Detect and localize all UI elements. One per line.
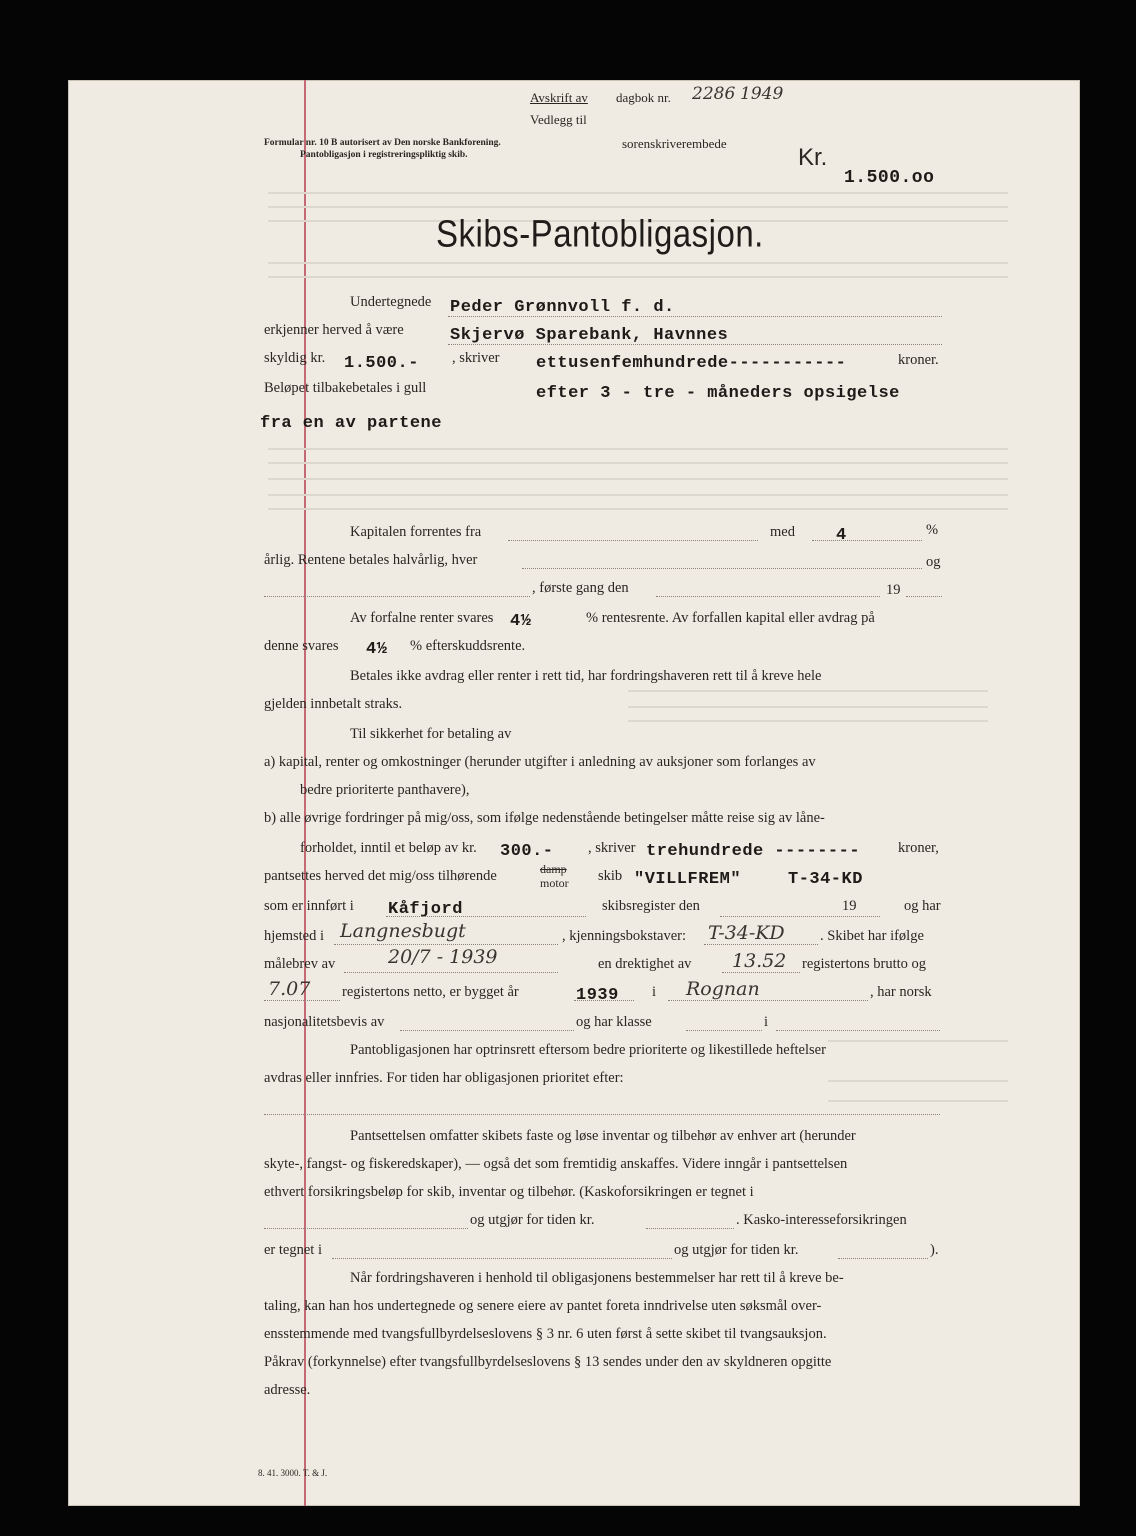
hjemsted-label: hjemsted i: [264, 928, 325, 944]
og-har-label: og har: [904, 898, 941, 914]
kroner-label: kroner.: [898, 352, 939, 368]
vedlegg-label: Vedlegg til: [530, 112, 587, 127]
brutto-label: registertons brutto og: [802, 956, 927, 972]
rentesrente-label: % rentesrente. Av forfallen kapital eller avdrag på: [586, 610, 875, 626]
kroner-label-2: kroner,: [898, 840, 939, 856]
netto-label: registertons netto, er bygget år: [342, 984, 519, 1000]
percent-sign: %: [926, 522, 939, 538]
inventar-line-4a: og utgjør for tiden kr.: [470, 1212, 595, 1228]
inventar-line-5a: er tegnet i: [264, 1242, 322, 1258]
nar-line-2: taling, kan han hos undertegnede og senere eiere av pantet foreta inndrivelse uten søksmål over-: [264, 1298, 822, 1314]
creditor-name: Skjervø Sparebank, Havnnes: [450, 326, 729, 345]
kapitalen-label: Kapitalen forrentes fra: [350, 524, 482, 540]
formular-line-2: Pantobligasjon i registreringspliktig skib.: [300, 150, 468, 160]
ship-name: "VILLFREM": [634, 870, 742, 889]
innfort-label: som er innført i: [264, 898, 354, 914]
inventar-line-5b: og utgjør for tiden kr.: [674, 1242, 799, 1258]
debt-amount: 1.500.-: [344, 354, 419, 373]
built-place: Rognan: [686, 978, 760, 1000]
skriver-label-2: , skriver: [588, 840, 636, 856]
tilbake-label: Beløpet tilbakebetales i gull: [264, 380, 427, 396]
built-year: 1939: [576, 986, 619, 1005]
inventar-line-2: skyte-, fangst- og fiskeredskaper), — også det som fremtidig anskaffes. Videre inngår i pantsettelsen: [264, 1156, 848, 1172]
kr-label: Kr.: [798, 144, 828, 171]
print-code: 8. 41. 3000. T. & J.: [258, 1468, 328, 1478]
sikkerhet-label: Til sikkerhet for betaling av: [350, 726, 512, 742]
erkjenner-label: erkjenner herved å være: [264, 322, 404, 338]
kjenning-label: , kjenningsbokstaver:: [562, 928, 687, 944]
pantsettes-label: pantsettes herved det mig/oss tilhørende: [264, 868, 497, 884]
nar-line-4: Påkrav (forkynnelse) efter tvangsfullbyrdelseslovens § 13 sendes under den av skyldneren opgitte: [264, 1354, 832, 1370]
med-label: med: [770, 524, 795, 540]
nar-line-3: ensstemmende med tvangsfullbyrdelseslovens § 3 nr. 6 uten først å sette skibet til tvangsauksjon.: [264, 1326, 827, 1342]
motor-label: motor: [540, 876, 569, 890]
clause-a-line-1: a) kapital, renter og omkostninger (herunder utgifter i anledning av auksjoner som forlanges av: [264, 754, 816, 770]
og-label: og: [926, 554, 941, 570]
dagbok-label: dagbok nr.: [616, 90, 671, 105]
efterskudd-label: % efterskuddsrente.: [410, 638, 526, 654]
kjenning-value: T-34-KD: [708, 922, 785, 944]
malebrev-date: 20/7 - 1939: [388, 946, 498, 968]
avskrift-label: Avskrift av: [530, 90, 588, 105]
register-place: Kåfjord: [388, 900, 463, 919]
inventar-line-4b: . Kasko-interesseforsikringen: [736, 1212, 907, 1228]
amount-in-words: ettusenfemhundrede-----------: [536, 354, 847, 373]
drektighet-label: en drektighet av: [598, 956, 692, 972]
formular-line-1: Formular nr. 10 B autorisert av Den norske Bankforening.: [264, 138, 501, 148]
brutto-value: 13.52: [732, 950, 787, 972]
forfalne-label: Av forfalne renter svares: [350, 610, 494, 626]
clause-a-line-2: bedre prioriterte panthavere),: [300, 782, 470, 798]
efterskudd-rate: 4½: [366, 640, 388, 659]
skibsregister-label: skibsregister den: [602, 898, 700, 914]
repayment-terms: efter 3 - tre - måneders opsigelse: [536, 384, 900, 403]
pant-line-2: avdras eller innfries. For tiden har obligasjonen prioritet efter:: [264, 1070, 624, 1086]
security-amount-words: trehundrede --------: [646, 842, 861, 861]
office-label: sorenskriverembede: [622, 136, 727, 151]
skriver-label: , skriver: [452, 350, 500, 366]
page-title: Skibs-Pantobligasjon.: [436, 212, 764, 255]
clause-b-line-2: forholdet, inntil et beløp av kr.: [300, 840, 477, 856]
ship-registration: T-34-KD: [788, 870, 863, 889]
security-amount: 300.-: [500, 842, 554, 861]
clause-b-line-1: b) alle øvrige fordringer på mig/oss, som ifølge nedenstående betingelser måtte reise sig av låne-: [264, 810, 825, 826]
header-amount: 1.500.oo: [844, 168, 935, 188]
inventar-line-5c: ).: [930, 1242, 939, 1258]
klasse-i-label: i: [764, 1014, 769, 1030]
hjemsted-value: Langnesbugt: [340, 920, 466, 942]
klasse-label: og har klasse: [576, 1014, 652, 1030]
betales-line-2: gjelden innbetalt straks.: [264, 696, 403, 712]
year-prefix-1: 19: [886, 582, 901, 598]
betales-line-1: Betales ikke avdrag eller renter i rett tid, har fordringshaveren rett til å kreve hele: [350, 668, 822, 684]
nar-line-1: Når fordringshaveren i henhold til obligasjonens bestemmelser har rett til å kreve be-: [350, 1270, 844, 1286]
inventar-line-3: ethvert forsikringsbeløp for skib, inventar og tilbehør. (Kaskoforsikringen er tegnet i: [264, 1184, 754, 1200]
nasjonalitet-label: nasjonalitetsbevis av: [264, 1014, 385, 1030]
forste-gang-label: , første gang den: [532, 580, 629, 596]
document-page: [68, 80, 1080, 1506]
skib-label: skib: [598, 868, 623, 884]
dagbok-year: 1949: [740, 84, 784, 104]
year-prefix-2: 19: [842, 898, 857, 914]
netto-value: 7.07: [268, 978, 311, 1000]
arlig-label: årlig. Rentene betales halvårlig, hver: [264, 552, 478, 568]
repayment-terms-2: fra en av partene: [260, 414, 442, 433]
dagbok-number: 2286: [692, 84, 736, 104]
denne-label: denne svares: [264, 638, 339, 654]
damp-label: damp: [540, 862, 567, 876]
skyldig-label: skyldig kr.: [264, 350, 326, 366]
undertegnede-label: Undertegnede: [350, 294, 432, 310]
nar-line-5: adresse.: [264, 1382, 311, 1398]
interest-rate: 4: [836, 526, 847, 545]
inventar-line-1: Pantsettelsen omfatter skibets faste og løse inventar og tilbehør av enhver art (herunder: [350, 1128, 856, 1144]
malebrev-label: målebrev av: [264, 956, 336, 972]
debtor-name: Peder Grønnvoll f. d.: [450, 298, 675, 317]
built-in-label: i: [652, 984, 657, 1000]
norsk-label: , har norsk: [870, 984, 932, 1000]
pant-line-1: Pantobligasjonen har optrinsrett eftersom bedre prioriterte og likestillede heftelser: [350, 1042, 826, 1058]
skibet-har-label: . Skibet har ifølge: [820, 928, 924, 944]
rentesrente-rate: 4½: [510, 612, 532, 631]
